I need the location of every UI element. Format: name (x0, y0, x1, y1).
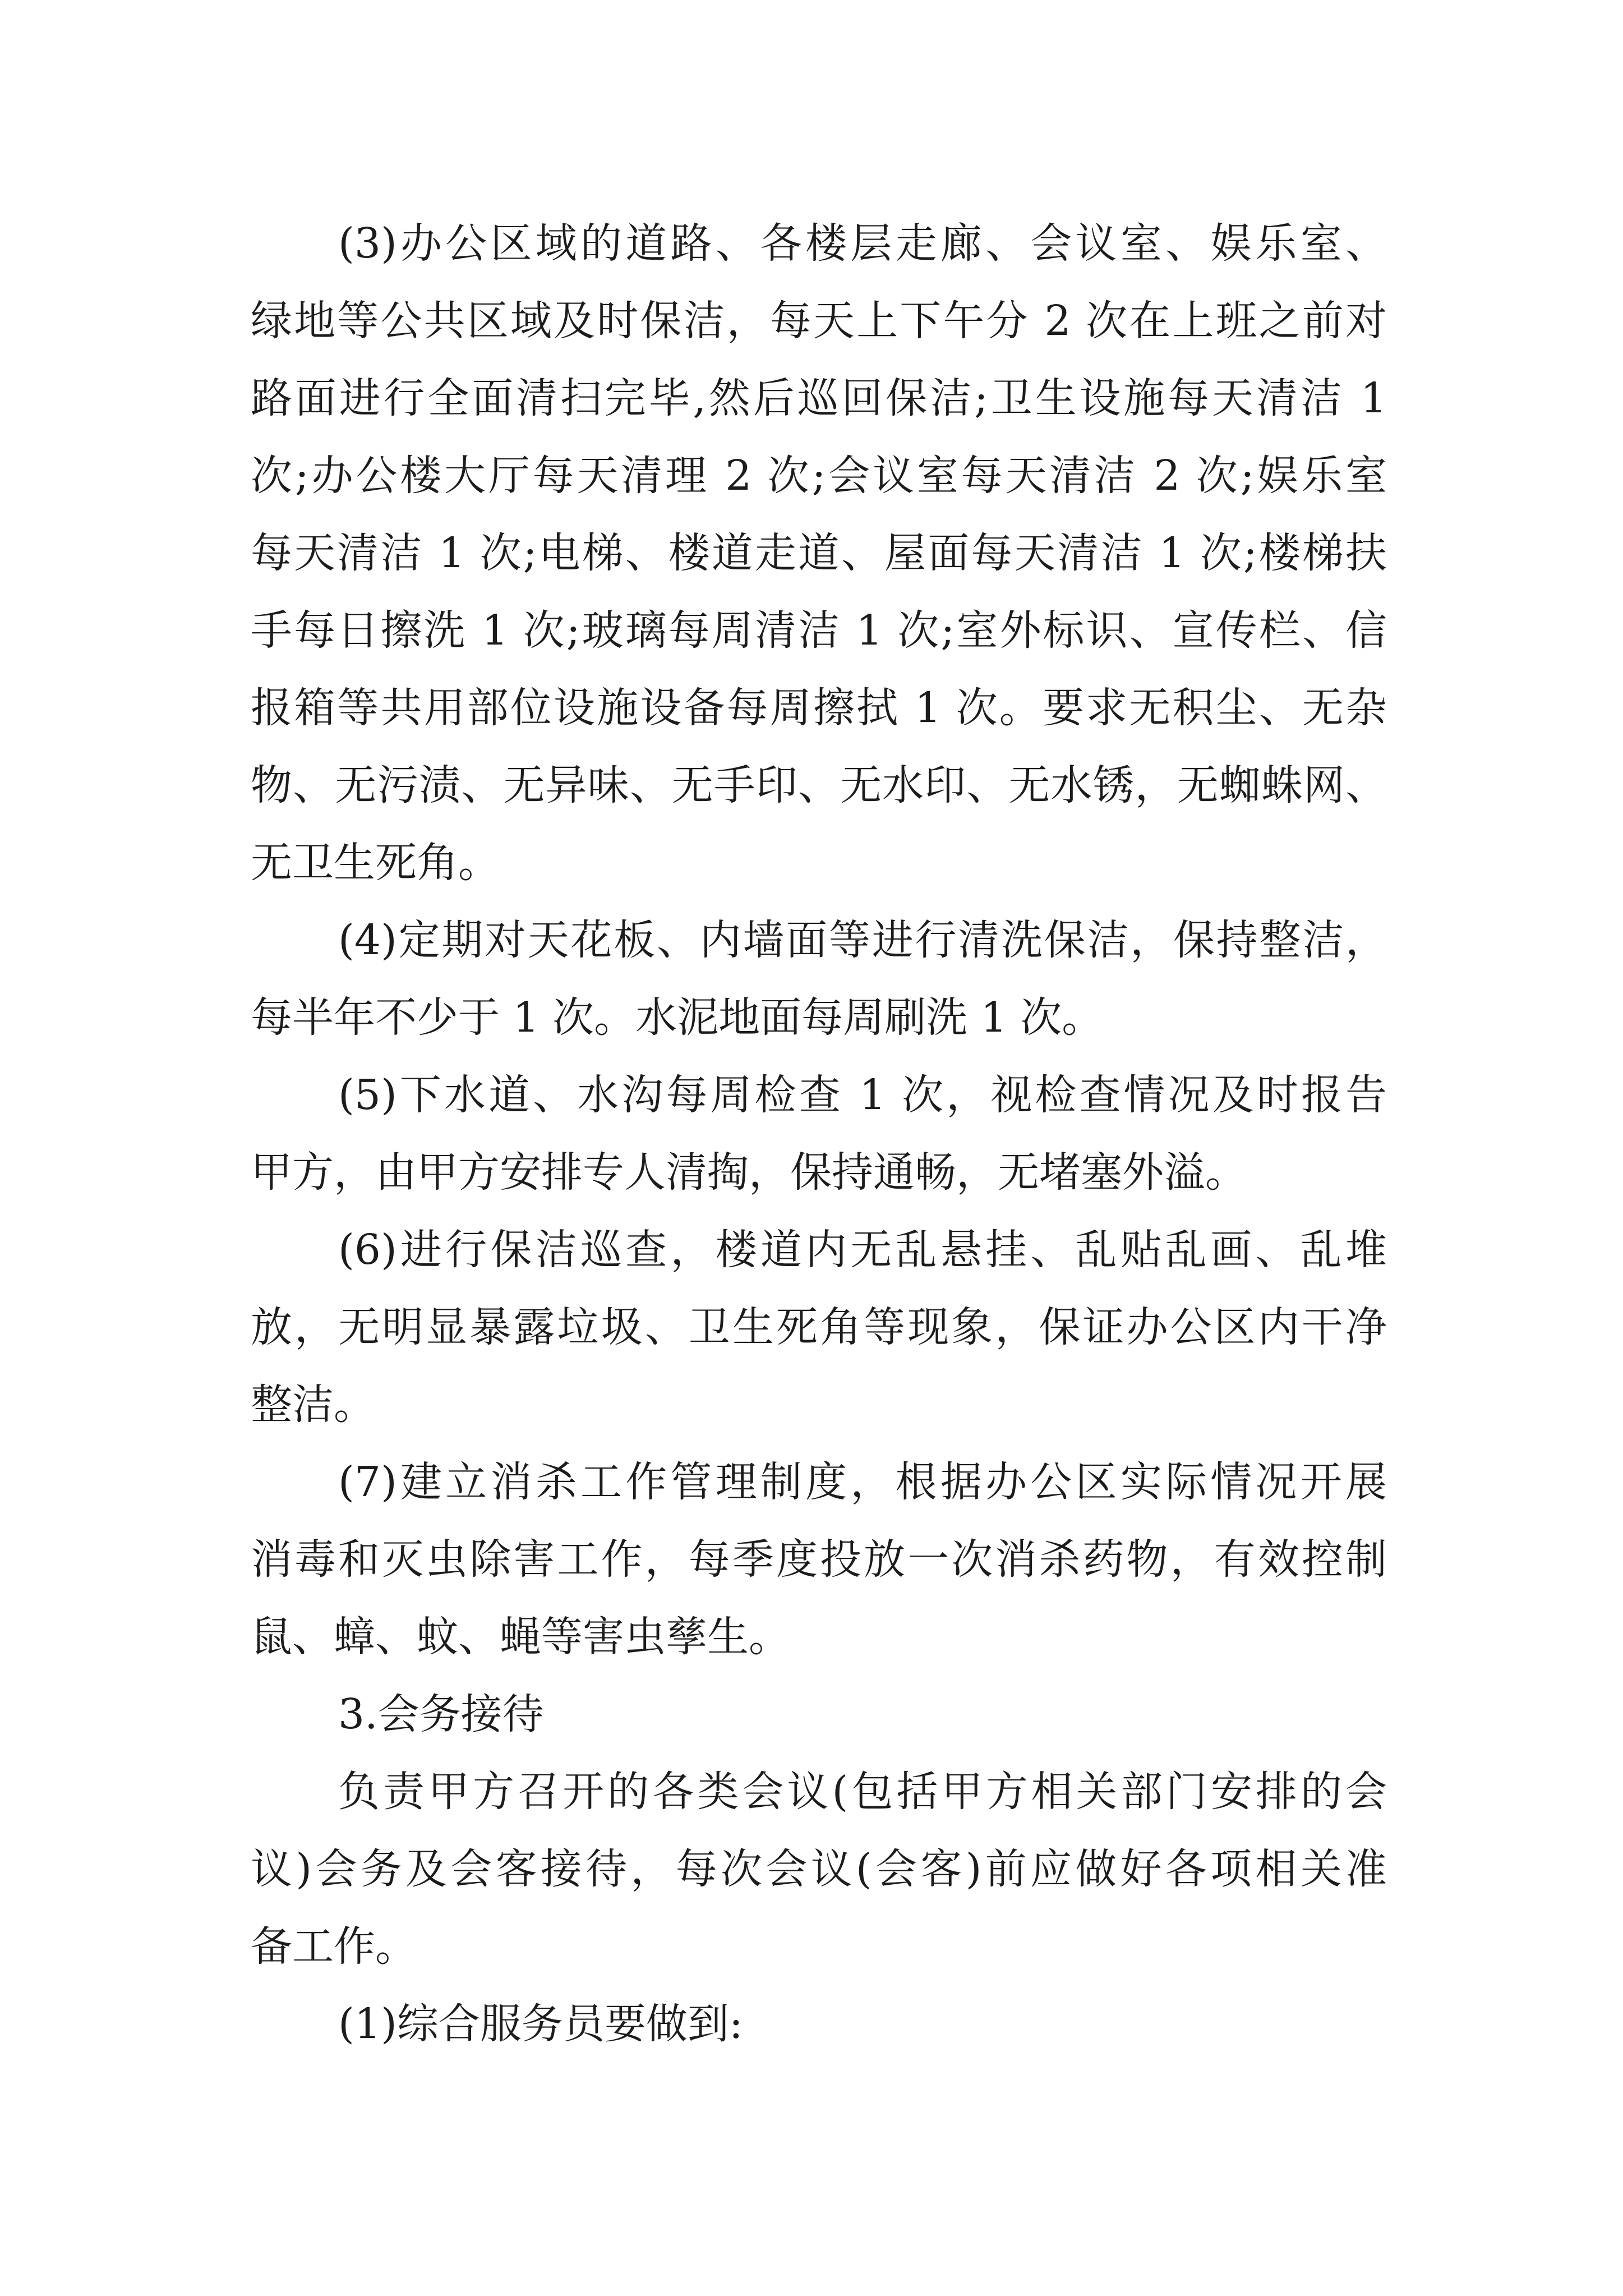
paragraph-5-drain-inspection (251, 1056, 1387, 1211)
text-line: 每半年不少于 1 次。水泥地面每周刷洗 1 次。 (251, 993, 1104, 1042)
text-line: 放，无明显暴露垃圾、卫生死角等现象，保证办公区内干净 (251, 1303, 1387, 1351)
text-line: (3)办公区域的道路、各楼层走廊、会议室、娱乐室、 (338, 219, 1387, 268)
text-line: 绿地等公共区域及时保洁，每天上下午分 2 次在上班之前对 (251, 297, 1387, 345)
section-heading-meeting-reception (251, 1676, 1387, 1753)
document-body (251, 205, 1387, 2063)
paragraph-meeting-reception-intro (251, 1753, 1387, 1985)
text-line: 议)会务及会客接待，每次会议(会客)前应做好各项相关准 (251, 1845, 1387, 1893)
text-line: 鼠、蟑、蚊、蝇等害虫孳生。 (251, 1613, 790, 1661)
paragraph-3-public-area-cleaning (251, 205, 1387, 901)
text-line: 手每日擦洗 1 次;玻璃每周清洁 1 次;室外标识、宣传栏、信 (251, 606, 1387, 655)
text-line: 报箱等共用部位设施设备每周擦拭 1 次。要求无积尘、无杂 (251, 684, 1387, 732)
text-line: 次;办公楼大厅每天清理 2 次;会议室每天清洁 2 次;娱乐室 (251, 452, 1387, 500)
text-line: (7)建立消杀工作管理制度，根据办公区实际情况开展 (338, 1458, 1387, 1506)
paragraph-1-attendant-requirements (251, 1985, 1387, 2063)
text-line: (6)进行保洁巡查，楼道内无乱悬挂、乱贴乱画、乱堆 (338, 1226, 1387, 1274)
text-line: 负责甲方召开的各类会议(包括甲方相关部门安排的会 (338, 1768, 1387, 1816)
paragraph-6-cleaning-patrol (251, 1211, 1387, 1443)
text-line: 整洁。 (251, 1381, 375, 1429)
text-line: 物、无污渍、无异味、无手印、无水印、无水锈，无蜘蛛网、 (251, 761, 1387, 809)
text-line: 路面进行全面清扫完毕,然后巡回保洁;卫生设施每天清洁 1 (251, 374, 1387, 422)
text-line: (1)综合服务员要做到: (338, 2000, 743, 2048)
paragraph-7-pest-control (251, 1443, 1387, 1676)
text-line: (5)下水道、水沟每周检查 1 次，视检查情况及时报告 (338, 1071, 1387, 1119)
text-line: (4)定期对天花板、内墙面等进行清洗保洁，保持整洁， (338, 916, 1387, 964)
section-heading: 3.会务接待 (338, 1690, 544, 1738)
text-line: 甲方，由甲方安排专人清掏，保持通畅，无堵塞外溢。 (251, 1148, 1247, 1197)
text-line: 消毒和灭虫除害工作，每季度投放一次消杀药物，有效控制 (251, 1535, 1387, 1584)
text-line: 无卫生死角。 (251, 839, 500, 887)
paragraph-4-ceiling-wall-cleaning (251, 901, 1387, 1056)
text-line: 备工作。 (251, 1922, 417, 1971)
text-line: 每天清洁 1 次;电梯、楼道走道、屋面每天清洁 1 次;楼梯扶 (251, 529, 1387, 577)
